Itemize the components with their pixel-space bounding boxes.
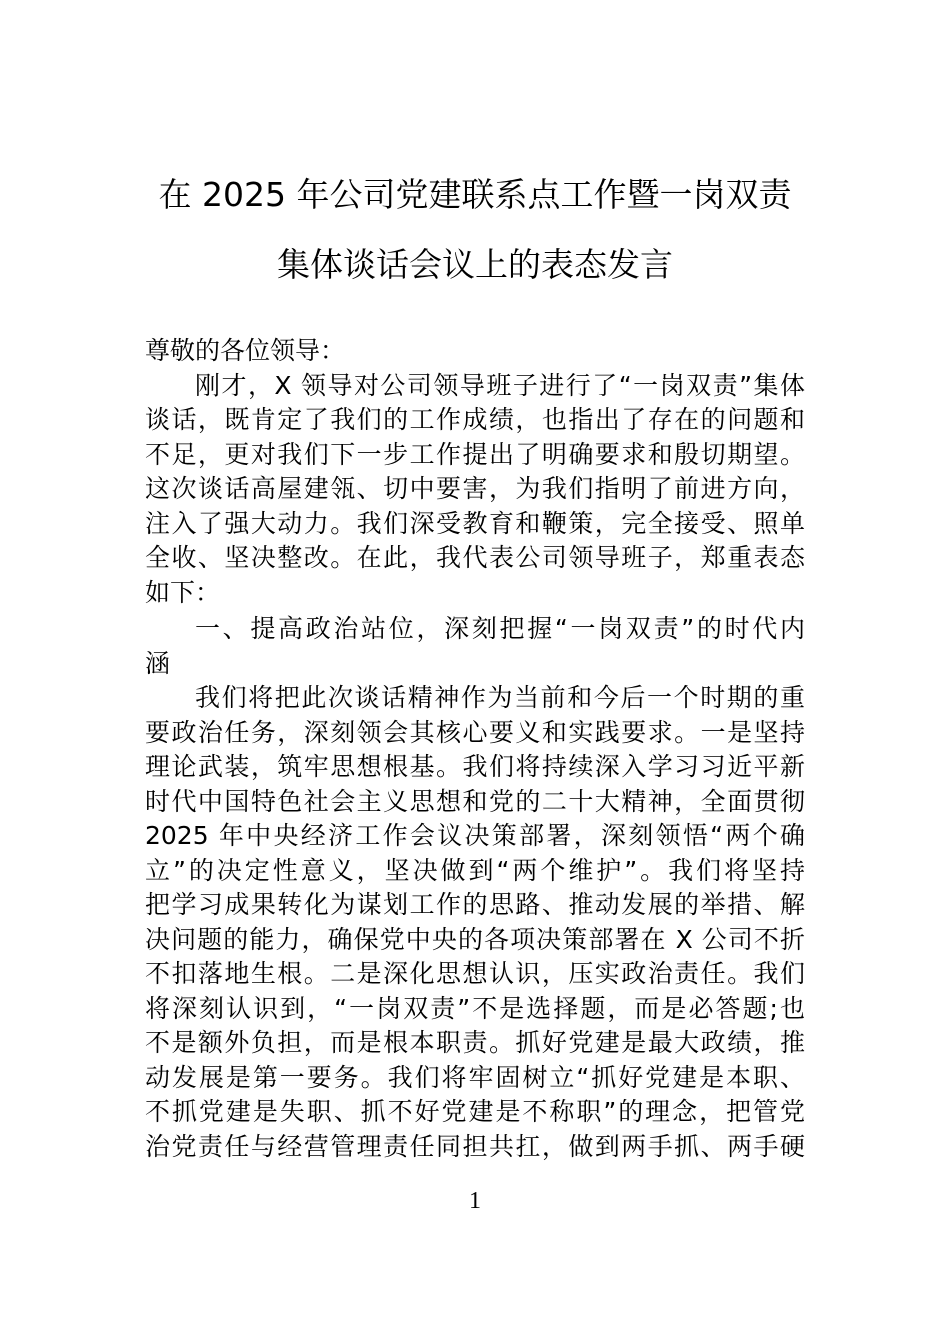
page-number: 1 [469,1188,481,1214]
text-line: 刚才，X 领导对公司领导班子进行了“一岗双责”集体 [195,370,805,400]
text-line: 不抓党建是失职、抓不好党建是不称职”的理念，把管党 [145,1097,805,1126]
text-line: 谈话，既肯定了我们的工作成绩，也指出了存在的问题和 [145,405,805,434]
text-line: 我们将把此次谈话精神作为当前和今后一个时期的重 [195,683,805,712]
section-heading-1 [145,612,805,681]
text-line: 不是额外负担，而是根本职责。抓好党建是最大政绩，推 [145,1028,805,1057]
text-line: 将深刻认识到，“一岗双责”不是选择题，而是必答题;也 [145,993,805,1023]
text-line: 治党责任与经营管理责任同担共扛，做到两手抓、两手硬 [145,1131,805,1161]
text-line: 时代中国特色社会主义思想和党的二十大精神，全面贯彻 [145,786,805,816]
document-title-line-1: 在 2025 年公司党建联系点工作暨一岗双责 [158,175,792,214]
text-line: 全收、坚决整改。在此，我代表公司领导班子，郑重表态 [145,543,805,572]
text-line: 2025 年中央经济工作会议决策部署，深刻领悟“两个确 [145,821,805,850]
heading-line: 一、提高政治站位，深刻把握“一岗双责”的时代内 [195,614,805,643]
text-line: 不扣落地生根。二是深化思想认识，压实政治责任。我们 [145,959,805,988]
salutation: 尊敬的各位领导： [145,336,346,365]
text-line: 动发展是第一要务。我们将牢固树立“抓好党建是本职、 [145,1062,805,1092]
paragraph-section-1 [145,681,805,1164]
document-title-line-2: 集体谈话会议上的表态发言 [277,245,673,284]
text-line: 把学习成果转化为谋划工作的思路、推动发展的举措、解 [145,890,805,919]
text-line: 这次谈话高屋建瓴、切中要害，为我们指明了前进方向， [145,474,805,503]
paragraph-intro [145,369,805,611]
document-body [145,334,805,1164]
text-line: 注入了强大动力。我们深受教育和鞭策，完全接受、照单 [145,508,805,538]
text-line: 如下： [145,577,221,607]
text-line: 理论武装，筑牢思想根基。我们将持续深入学习习近平新 [145,752,805,781]
text-line: 不足，更对我们下一步工作提出了明确要求和殷切期望。 [145,439,805,469]
heading-line: 涵 [145,648,171,678]
text-line: 立”的决定性意义，坚决做到“两个维护”。我们将坚持 [145,855,805,885]
text-line: 决问题的能力，确保党中央的各项决策部署在 X 公司不折 [145,924,805,954]
text-line: 要政治任务，深刻领会其核心要义和实践要求。一是坚持 [145,717,805,747]
